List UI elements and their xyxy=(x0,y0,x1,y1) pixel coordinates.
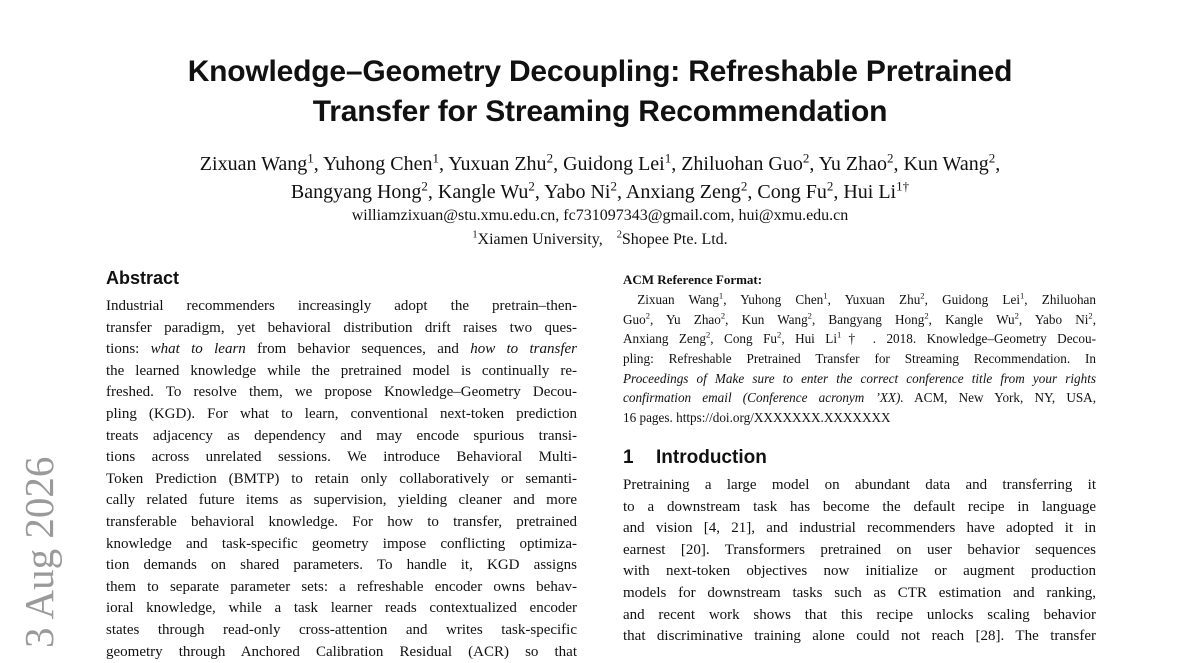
author-affiliation-marker: 2 xyxy=(421,178,428,193)
author-name: Cong Fu xyxy=(757,181,826,203)
author-name: Yu Zhao xyxy=(819,153,887,175)
reference-line: Zixuan Wang$^1$, Yuhong Chen$^1$, Yuxuan Zhu$^2$, Guidong Lei$^1$, Zhiluohan xyxy=(623,290,1096,310)
title-line: Transfer for Streaming Recommendation xyxy=(0,92,1200,132)
abstract-line: cally related future items as supervision, yielding cleaner and more xyxy=(106,490,577,512)
acm-reference-heading: ACM Reference Format: xyxy=(623,271,762,289)
abstract-line: transfer paradigm, yet behavioral distribution drift raises two ques- xyxy=(106,318,577,340)
abstract-line: knowledge and task-specific geometry impose conflicting optimiza- xyxy=(106,534,577,556)
abstract-line: ioral knowledge, while a task learner reads contextualized encoder xyxy=(106,598,577,620)
introduction-line: that discriminative training alone could not reach [28]. The transfer xyxy=(623,626,1096,648)
introduction-body xyxy=(623,475,1096,648)
introduction-line: Pretraining a large model on abundant data and transferring it xyxy=(623,475,1096,497)
abstract-line: freshed. To resolve them, we propose Knowledge–Geometry Decou- xyxy=(106,382,577,404)
introduction-line: and recent work shows that this recipe unlocks scaling behavior xyxy=(623,605,1096,627)
abstract-line: states through read-only cross-attention and writes task-specific xyxy=(106,620,577,642)
paper-title xyxy=(0,52,1200,132)
author-affiliation-marker: 2 xyxy=(528,178,535,193)
abstract-line: Industrial recommenders increasingly adopt the pretrain–then- xyxy=(106,296,577,318)
author-affiliation-marker: 2 xyxy=(610,178,617,193)
affiliation-marker: 2 xyxy=(617,230,622,241)
introduction-heading xyxy=(623,445,767,471)
introduction-line: to a downstream task has become the default recipe in language xyxy=(623,497,1096,519)
author-emails: williamzixuan@stu.xmu.edu.cn, fc731097343@gmail.com, hui@xmu.edu.cn xyxy=(0,205,1200,227)
affiliation-1: Xiamen University, xyxy=(478,231,603,248)
abstract-body xyxy=(106,296,577,663)
abstract-line: tion demands on shared parameters. To handle it, KGD assigns xyxy=(106,555,577,577)
author-name: Zhiluohan Guo xyxy=(681,153,803,175)
abstract-heading: Abstract xyxy=(106,266,179,290)
reference-line: Anxiang Zeng$^2$, Cong Fu$^2$, Hui Li$^1$† . 2018. Knowledge–Geometry Decou- xyxy=(623,329,1096,349)
abstract-line: treats adjacency as dependency and may encode spurious transi- xyxy=(106,426,577,448)
author-name: Yuxuan Zhu xyxy=(448,153,546,175)
abstract-line: them to separate parameter sets: a refreshable encoder owns behav- xyxy=(106,577,577,599)
introduction-line: with next-token objectives now initialize or augment production xyxy=(623,561,1096,583)
author-affiliation-marker: 2 xyxy=(741,178,748,193)
author-name: Yabo Ni xyxy=(544,181,610,203)
affiliations xyxy=(0,229,1200,251)
abstract-line: the learned knowledge while the pretrained model is continually re- xyxy=(106,361,577,383)
section-number: 1 xyxy=(623,445,656,471)
author-name: Bangyang Hong xyxy=(291,181,422,203)
author-name: Anxiang Zeng xyxy=(626,181,741,203)
author-affiliation-marker: 1† xyxy=(896,178,909,193)
author-name: Kangle Wu xyxy=(438,181,528,203)
author-affiliation-marker: 2 xyxy=(989,150,996,165)
abstract-line: pling (KGD). For what to learn, conventional next-token prediction xyxy=(106,404,577,426)
affiliation-2: Shopee Pte. Ltd. xyxy=(622,231,728,248)
author-name: Kun Wang xyxy=(903,153,988,175)
affiliation-marker: 1 xyxy=(472,230,477,241)
reference-line: Proceedings of Make sure to enter the correct conference title from your rights xyxy=(623,369,1096,389)
author-affiliation-marker: 1 xyxy=(432,150,439,165)
abstract-line: tions: what to learn from behavior sequences, and how to transfer xyxy=(106,339,577,361)
author-name: Yuhong Chen xyxy=(323,153,432,175)
introduction-line: models for downstream tasks such as CTR estimation and ranking, xyxy=(623,583,1096,605)
author-line: Bangyang Hong$^2$, Kangle Wu$^2$, Yabo Ni$^2$, Anxiang Zeng$^2$, Cong Fu$^2$, Hui $Li^{1\dagger}$ xyxy=(0,178,1200,206)
abstract-line: geometry through Anchored Calibration Residual (ACR) so that xyxy=(106,642,577,663)
title-line: Knowledge–Geometry Decoupling: Refreshable Pretrained xyxy=(0,52,1200,92)
reference-line: pling: Refreshable Pretrained Transfer for Streaming Recommendation. In xyxy=(623,349,1096,369)
section-title: Introduction xyxy=(656,447,767,468)
author-affiliation-marker: 2 xyxy=(547,150,554,165)
author-list xyxy=(0,150,1200,206)
author-affiliation-marker: 2 xyxy=(887,150,894,165)
introduction-line: and vision [4, 21], and industrial recommenders have adopted it in xyxy=(623,518,1096,540)
abstract-line: tions across unrelated sessions. We introduce Behavioral Multi- xyxy=(106,447,577,469)
author-name: Zixuan Wang xyxy=(200,153,307,175)
author-line: Zixuan Wang$^1$, Yuhong Chen$^1$, Yuxuan Zhu$^2$, Guidong Lei$^1$, Zhiluohan Guo$^2$, Yu Zhao$^2$, Kun Wang$^2$, xyxy=(0,150,1200,178)
author-affiliation-marker: 1 xyxy=(307,150,314,165)
reference-line: 16 pages. https://doi.org/XXXXXXX.XXXXXXX xyxy=(623,408,1096,428)
introduction-line: earnest [20]. Transformers pretrained on user behavior sequences xyxy=(623,540,1096,562)
reference-line: Guo$^2$, Yu Zhao$^2$, Kun Wang$^2$, Bangyang Hong$^2$, Kangle Wu$^2$, Yabo Ni$^2$, xyxy=(623,310,1096,330)
author-name: Guidong Lei xyxy=(563,153,665,175)
abstract-line: transferable behavioral knowledge. For how to transfer, pretrained xyxy=(106,512,577,534)
author-affiliation-marker: 2 xyxy=(827,178,834,193)
reference-line: confirmation email (Conference acronym ’XX). ACM, New York, NY, USA, xyxy=(623,388,1096,408)
acm-reference-body xyxy=(623,290,1096,428)
arxiv-side-stamp: 3 Aug 2026 xyxy=(14,457,64,648)
author-affiliation-marker: 1 xyxy=(665,150,672,165)
author-affiliation-marker: 2 xyxy=(803,150,810,165)
abstract-line: Token Prediction (BMTP) to retain only collaboratively or semanti- xyxy=(106,469,577,491)
author-name: Hui Li xyxy=(843,181,896,203)
